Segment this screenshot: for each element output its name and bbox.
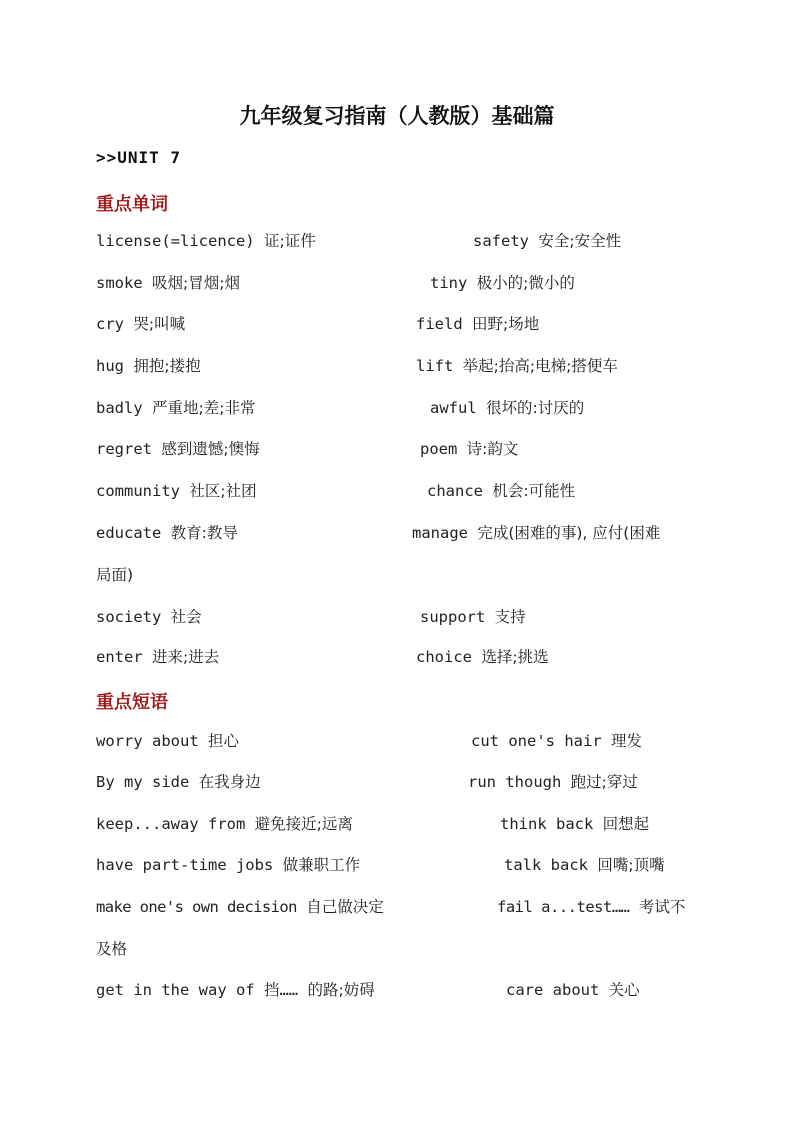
word-entry xyxy=(427,481,575,501)
word-en: manage xyxy=(412,524,468,542)
phrase-zh: 理发 xyxy=(611,732,643,750)
key-words-heading: 重点单词 xyxy=(96,194,168,215)
phrase-en: cut one's hair xyxy=(471,732,602,750)
word-en: chance xyxy=(427,482,483,500)
phrase-entry xyxy=(96,814,353,834)
word-en: hug xyxy=(96,357,124,375)
word-entry xyxy=(416,647,549,667)
phrase-entry xyxy=(96,731,239,751)
word-zh: 很坏的:讨厌的 xyxy=(486,399,585,417)
phrase-en: have part-time jobs xyxy=(96,856,274,874)
phrase-en: keep...away from xyxy=(96,815,246,833)
word-zh: 选择;挑选 xyxy=(481,648,549,666)
word-entry xyxy=(96,231,316,251)
word-entry xyxy=(96,273,240,293)
word-entry xyxy=(430,398,584,418)
word-en: tiny xyxy=(430,274,468,292)
phrase-en: By my side xyxy=(96,773,190,791)
phrase-zh: 避免接近;远离 xyxy=(254,815,353,833)
phrase-en: fail a...test…… xyxy=(497,898,630,916)
word-entry xyxy=(416,356,618,376)
key-phrases-heading: 重点短语 xyxy=(96,692,168,713)
word-en: enter xyxy=(96,648,143,666)
word-zh: 拥抱;搂抱 xyxy=(133,357,201,375)
phrase-entry xyxy=(96,855,360,875)
word-en: society xyxy=(96,608,162,626)
word-entry xyxy=(420,439,518,459)
phrase-zh: 回嘴;顶嘴 xyxy=(597,856,665,874)
word-en: safety xyxy=(473,232,529,250)
phrase-zh: 自己做决定 xyxy=(306,898,384,916)
word-en: license(=licence) xyxy=(96,232,255,250)
phrase-zh: 担心 xyxy=(208,732,240,750)
word-entry xyxy=(420,607,526,627)
phrase-zh: 做兼职工作 xyxy=(282,856,361,874)
word-zh: 哭;叫喊 xyxy=(133,315,186,333)
word-zh: 证;证件 xyxy=(263,232,316,250)
word-entry xyxy=(96,398,255,418)
word-en: regret xyxy=(96,440,152,458)
phrase-zh: 回想起 xyxy=(602,815,650,833)
phrase-en: worry about xyxy=(96,732,199,750)
phrase-zh: 的路;妨碍 xyxy=(307,981,375,999)
word-entry xyxy=(96,314,185,334)
word-entry-continued xyxy=(96,565,133,585)
word-entry xyxy=(96,356,201,376)
phrase-entry-continued xyxy=(96,939,127,959)
word-zh: 教育:教导 xyxy=(170,524,238,542)
word-zh: 机会:可能性 xyxy=(492,482,576,500)
phrase-entry xyxy=(504,855,665,875)
phrase-zh: 关心 xyxy=(608,981,640,999)
phrase-en: make one's own decision xyxy=(96,898,297,916)
phrase-en: get in the way of 挡…… xyxy=(96,981,299,999)
word-entry xyxy=(96,607,202,627)
word-entry xyxy=(473,231,621,251)
word-zh: 感到遗憾;懊悔 xyxy=(161,440,260,458)
word-zh: 极小的;微小的 xyxy=(476,274,575,292)
word-entry xyxy=(96,523,238,543)
phrase-en: run though xyxy=(468,773,562,791)
word-zh: 举起;抬高;电梯;搭便车 xyxy=(462,357,618,375)
phrase-entry xyxy=(497,897,685,917)
phrase-zh: 考试不 xyxy=(638,898,686,916)
phrase-entry xyxy=(468,772,638,792)
phrase-entry xyxy=(500,814,649,834)
word-en: poem xyxy=(420,440,458,458)
phrase-entry xyxy=(96,772,261,792)
phrase-zh: 及格 xyxy=(96,940,128,958)
word-entry xyxy=(430,273,575,293)
word-en: smoke xyxy=(96,274,143,292)
phrase-zh: 跑过;穿过 xyxy=(570,773,638,791)
word-zh: 吸烟;冒烟;烟 xyxy=(152,274,240,292)
word-zh: 田野;场地 xyxy=(472,315,540,333)
word-entry xyxy=(412,523,660,543)
phrase-zh: 在我身边 xyxy=(198,773,261,791)
word-en: badly xyxy=(96,399,143,417)
word-zh: 局面) xyxy=(96,566,134,584)
word-zh: 进来;进去 xyxy=(152,648,220,666)
word-en: support xyxy=(420,608,486,626)
phrase-en: talk back xyxy=(504,856,588,874)
page-title: 九年级复习指南（人教版）基础篇 xyxy=(239,103,555,128)
phrase-entry xyxy=(96,897,384,917)
word-zh: 社区;社团 xyxy=(189,482,257,500)
word-en: choice xyxy=(416,648,472,666)
word-en: awful xyxy=(430,399,477,417)
word-zh: 社会 xyxy=(170,608,202,626)
word-en: field xyxy=(416,315,463,333)
phrase-entry xyxy=(506,980,640,1000)
phrase-en: care about xyxy=(506,981,600,999)
phrase-entry xyxy=(96,980,375,1000)
word-zh: 完成(困难的事), 应付(困难 xyxy=(477,524,661,542)
word-en: cry xyxy=(96,315,124,333)
word-en: lift xyxy=(416,357,454,375)
word-zh: 安全;安全性 xyxy=(538,232,622,250)
word-entry xyxy=(96,647,219,667)
word-zh: 严重地;差;非常 xyxy=(152,399,256,417)
word-entry xyxy=(416,314,539,334)
word-zh: 支持 xyxy=(494,608,526,626)
word-zh: 诗:韵文 xyxy=(466,440,519,458)
phrase-entry xyxy=(471,731,642,751)
unit-heading: >>UNIT 7 xyxy=(96,148,182,167)
word-en: educate xyxy=(96,524,162,542)
word-en: community xyxy=(96,482,180,500)
word-entry xyxy=(96,481,257,501)
phrase-en: think back xyxy=(500,815,594,833)
word-entry xyxy=(96,439,260,459)
